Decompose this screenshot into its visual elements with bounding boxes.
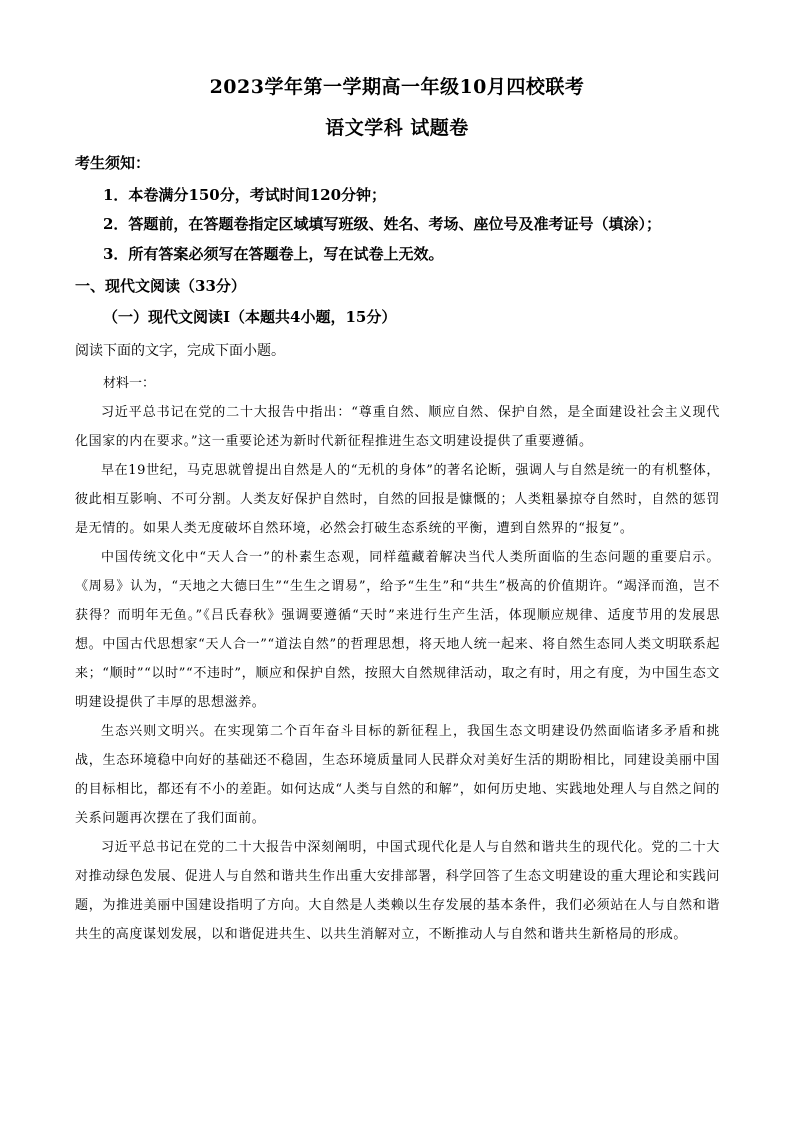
notice-item: 1．本卷满分150分，考试时间120分钟； [103, 186, 387, 204]
paragraph: 早在19世纪，马克思就曾提出自然是人的“无机的身体”的著名论断，强调人与自然是统一的有机整体，彼此相互影响、不可分割。人类友好保护自然时，自然的回报是慷慨的；人类粗暴掠夺自然时，自然的惩罚是无情的。如果人类无度破坏自然环境，必然会打破生态系统的平衡，遭到自然界的“报复”。 [75, 463, 720, 536]
notice-item: 2．答题前，在答题卷指定区域填写班级、姓名、考场、座位号及准考证号（填涂）； [103, 215, 661, 233]
paragraph: 中国传统文化中“天人合一”的朴素生态观，同样蕴藏着解决当代人类所面临的生态问题的重要启示。《周易》认为，“天地之大德曰生”“生生之谓易”，给予“生生”和“共生”极高的价值期许。“竭泽而渔，岂不获得？而明年无鱼。”《吕氏春秋》强调要遵循“天时”来进行生产生活，体现顺应规律、适度节用的发展思想。中国古代思想家“天人合一”“道法自然”的哲理思想，将天地人统一起来、将自然生态同人类文明联系起来；“顺时”“以时”“不违时”，顺应和保护自然，按照大自然规律活动，取之有时，用之有度，为中国生态文明建设提供了丰厚的思想滋养。 [75, 550, 720, 710]
material-label: 材料一： [103, 376, 156, 391]
article-body [75, 398, 720, 949]
reading-instruction: 阅读下面的文字，完成下面小题。 [75, 343, 285, 359]
notice-item: 3．所有答案必须写在答题卷上，写在试卷上无效。 [103, 245, 444, 263]
notice-heading: 考生须知： [75, 154, 151, 172]
subsection-title: （一）现代文阅读Ⅰ（本题共4小题，15分） [103, 308, 397, 326]
paragraph: 生态兴则文明兴。在实现第二个百年奋斗目标的新征程上，我国生态文明建设仍然面临诸多矛盾和挑战，生态环境稳中向好的基础还不稳固，生态环境质量同人民群众对美好生活的期盼相比，同建设美丽中国的目标相比，都还有不小的差距。如何达成“人类与自然的和解”，如何历史地、实践地处理人与自然之间的关系问题再次摆在了我们面前。 [75, 724, 720, 826]
paragraph: 习近平总书记在党的二十大报告中指出：“尊重自然、顺应自然、保护自然，是全面建设社会主义现代化国家的内在要求。”这一重要论述为新时代新征程推进生态文明建设提供了重要遵循。 [75, 405, 720, 449]
exam-title: 2023学年第一学期高一年级10月四校联考 [209, 76, 585, 98]
paragraph: 习近平总书记在党的二十大报告中深刻阐明，中国式现代化是人与自然和谐共生的现代化。党的二十大对推动绿色发展、促进人与自然和谐共生作出重大安排部署，科学回答了生态文明建设的重大理论和实践问题，为推进美丽中国建设指明了方向。大自然是人类赖以生存发展的基本条件，我们必须站在人与自然和谐共生的高度谋划发展，以和谐促进共生、以共生消解对立，不断推动人与自然和谐共生新格局的形成。 [75, 840, 720, 942]
exam-subtitle: 语文学科 试题卷 [325, 117, 469, 139]
section-title: 一、现代文阅读（33分） [75, 277, 246, 295]
